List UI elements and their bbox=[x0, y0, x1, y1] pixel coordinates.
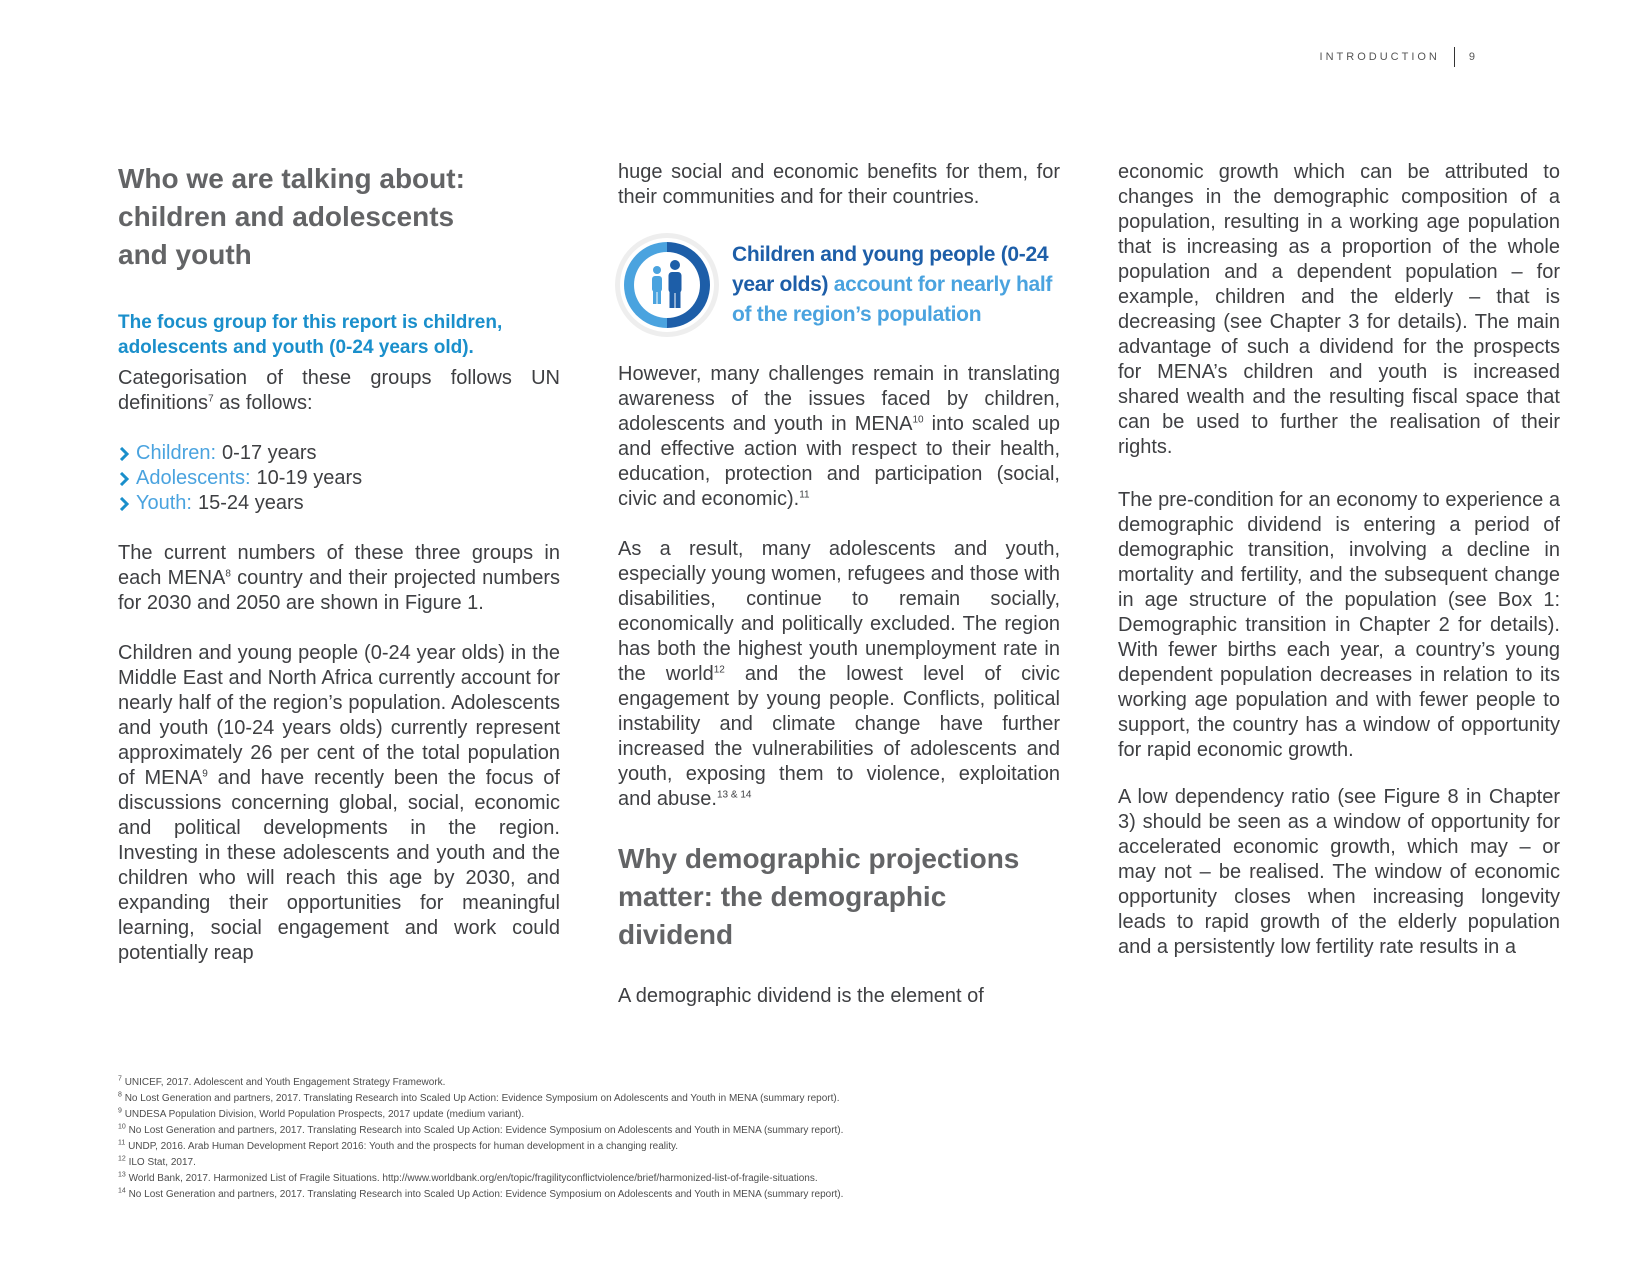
chevron-right-icon bbox=[118, 447, 130, 461]
callout-text: Children and young people (0-24 year olds) account for nearly half of the region’s population bbox=[732, 243, 1053, 326]
header-divider bbox=[1454, 47, 1455, 67]
section-label: INTRODUCTION bbox=[1319, 51, 1440, 63]
age-group-list bbox=[118, 441, 560, 516]
section-heading: Who we are talking about: children and adolescents and youth bbox=[118, 163, 465, 270]
list-item: Youth: 15-24 years bbox=[118, 491, 560, 516]
categorisation-paragraph: Categorisation of these groups follows UN definitions$^7$ as follows: bbox=[118, 367, 560, 414]
footnote: $^7$ UNICEF, 2017. Adolescent and Youth Engagement Strategy Framework. bbox=[118, 1075, 446, 1088]
dividend-paragraph: A demographic dividend is the element of bbox=[618, 985, 984, 1007]
precondition-paragraph: The pre-condition for an economy to experience a demographic dividend is entering a period of demographic transition, involving a decline in mortality and fertility, and the subsequent change in age structure of the population (see Box 1: Demographic transition in Chapter 2 for details). With fewer births each year, a country’s young dependent population decreases in relation to its working age population and with fewer people to support, the country has a window of opportunity for rapid economic growth. bbox=[1118, 489, 1560, 761]
footnote-ref[interactable]: 11 bbox=[799, 489, 810, 501]
section-heading-dividend: Why demographic projections matter: the demographic dividend bbox=[618, 843, 1020, 950]
footnote: $^{13}$ World Bank, 2017. Harmonized List of Fragile Situations. http://www.worldbank.org/en/topic/fragilityconflictviolence/brief/harmonized-list-of-fragile-situations. bbox=[118, 1171, 818, 1184]
page-number: 9 bbox=[1468, 51, 1476, 63]
footnote-ref[interactable]: 10 bbox=[912, 414, 924, 426]
list-item: Adolescents: 10-19 years bbox=[118, 466, 560, 491]
footnote: $^{14}$ No Lost Generation and partners, 2017. Translating Research into Scaled Up Action: Evidence Symposium on Adolescents and Youth in MENA (summary report). bbox=[118, 1187, 844, 1200]
people-icon bbox=[614, 232, 720, 338]
column-2 bbox=[618, 160, 1060, 1009]
footnote-ref[interactable]: 8 bbox=[225, 568, 231, 580]
footnote: $^{10}$ No Lost Generation and partners, 2017. Translating Research into Scaled Up Action: Evidence Symposium on Adolescents and Youth in MENA (summary report). bbox=[118, 1123, 844, 1136]
challenges-paragraph: However, many challenges remain in translating awareness of the issues faced by children, adolescents and youth in MENA$^{10}$ into scaled up and effective action with respect to their health, education, protection and participation (social, civic and economic).$^{11}$ bbox=[618, 363, 1060, 510]
footnote: $^{11}$ UNDP, 2016. Arab Human Development Report 2016: Youth and the prospects for human development in a changing reality. bbox=[118, 1139, 679, 1152]
footnote: $^8$ No Lost Generation and partners, 2017. Translating Research into Scaled Up Action: Evidence Symposium on Adolescents and Youth in MENA (summary report). bbox=[118, 1091, 840, 1104]
footnote: $^{12}$ ILO Stat, 2017. bbox=[118, 1155, 196, 1168]
chevron-right-icon bbox=[118, 497, 130, 511]
focus-statement: The focus group for this report is children, adolescents and youth (0-24 years old). bbox=[118, 312, 503, 358]
footnote-ref[interactable]: 7 bbox=[208, 393, 214, 405]
running-header bbox=[1320, 47, 1476, 67]
population-paragraph: Children and young people (0-24 year olds) in the Middle East and North Africa currently account for nearly half of the region’s population. Adolescents and youth (10-24 years olds) currently represent approximately 26 per cent of the total population of MENA$^9$ and have recently been the focus of discussions concerning global, social, economic and political developments in the region. Investing in these adolescents and youth and the children who will reach this age by 2030, and expanding their opportunities for meaningful learning, social engagement and work could potentially reap bbox=[118, 642, 560, 964]
column-1 bbox=[118, 160, 560, 966]
continued-paragraph: huge social and economic benefits for them, for their communities and for their countries. bbox=[618, 161, 1060, 208]
list-item: Children: 0-17 years bbox=[118, 441, 560, 466]
dependency-paragraph: A low dependency ratio (see Figure 8 in Chapter 3) should be seen as a window of opportunity for accelerated economic growth, which may – or may not – be realised. The window of economic opportunity closes when increasing longevity leads to rapid growth of the elderly population and a persistently low fertility rate results in a bbox=[1118, 786, 1560, 958]
chevron-right-icon bbox=[118, 472, 130, 486]
callout-box bbox=[614, 232, 1060, 338]
dividend-continued-paragraph: economic growth which can be attributed to changes in the demographic composition of a population, resulting in a working age population that is increasing as a proportion of the whole population and a dependent population – for example, children and the elderly – that is decreasing (see Chapter 3 for details). The main advantage of such a dividend for the prospects for MENA’s children and youth is increased shared wealth and the resulting fiscal space that can be used to further the realisation of their rights. bbox=[1118, 161, 1560, 458]
column-3 bbox=[1118, 160, 1560, 960]
footnote: $^9$ UNDESA Population Division, World Population Prospects, 2017 update (medium variant). bbox=[118, 1107, 525, 1120]
exclusion-paragraph: As a result, many adolescents and youth, especially young women, refugees and those with disabilities, continue to remain socially, economically and politically excluded. The region has both the highest youth unemployment rate in the world$^{12}$ and the lowest level of civic engagement by young people. Conflicts, political instability and climate change have further increased the vulnerabilities of adolescents and youth, exposing them to violence, exploitation and abuse.$^{13 \& 14}$ bbox=[618, 538, 1060, 810]
footnote-ref[interactable]: 12 bbox=[713, 664, 725, 676]
footnote-ref[interactable]: 13 & 14 bbox=[716, 789, 752, 801]
footnote-ref[interactable]: 9 bbox=[202, 768, 208, 780]
footnote-link[interactable]: World Bank, 2017. Harmonized List of Fragile Situations. http://www.worldbank.org/en/topic/fragilityconflictviolence/brief/harmonized-list-of-fragile-situations. bbox=[128, 1173, 818, 1184]
footnotes bbox=[118, 1075, 843, 1203]
numbers-paragraph: The current numbers of these three groups in each MENA$^8$ country and their projected numbers for 2030 and 2050 are shown in Figure 1. bbox=[118, 542, 560, 614]
